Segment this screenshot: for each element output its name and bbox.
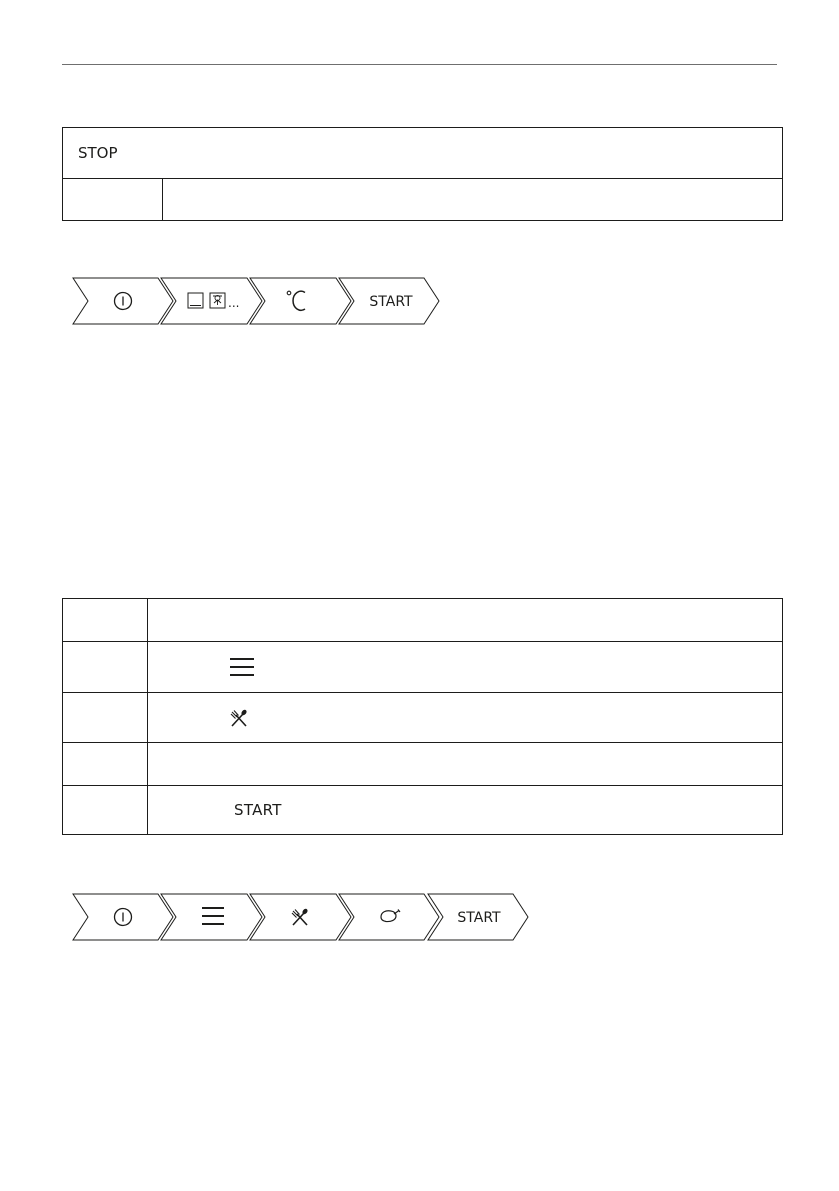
- table-cell: [63, 786, 148, 835]
- table-cell: [63, 179, 163, 221]
- step-menu: [161, 894, 262, 940]
- table-cell: [148, 693, 783, 743]
- table-cell: [63, 743, 148, 786]
- stop-header-text: STOP: [78, 144, 118, 162]
- menu-icon: [230, 657, 254, 677]
- step-fork-spoon: [250, 894, 351, 940]
- table-cell: [148, 743, 783, 786]
- more-functions-ellipsis: ...: [228, 296, 240, 310]
- step-power: [73, 278, 173, 324]
- step-sequence-1: [72, 277, 442, 325]
- step-oven-function: [161, 278, 262, 324]
- table-cell: [148, 786, 783, 835]
- table-cell: [63, 642, 148, 693]
- start-label: START: [234, 801, 282, 819]
- steps-table: [62, 598, 783, 835]
- table-cell: [63, 693, 148, 743]
- stop-table: [62, 127, 783, 221]
- fork-spoon-icon: [230, 709, 248, 727]
- stop-header-cell: [63, 128, 783, 179]
- table-cell: [163, 179, 783, 221]
- step-start: [339, 278, 439, 324]
- step-roast: [339, 894, 439, 940]
- step-start: [428, 894, 528, 940]
- step-power: [73, 894, 173, 940]
- start-label: START: [457, 910, 501, 926]
- step-temperature: [250, 278, 351, 324]
- start-label: START: [369, 294, 413, 310]
- table-cell: [63, 599, 148, 642]
- header-rule: [62, 64, 777, 65]
- table-cell: [148, 642, 783, 693]
- table-cell: [148, 599, 783, 642]
- step-sequence-2: [72, 893, 532, 941]
